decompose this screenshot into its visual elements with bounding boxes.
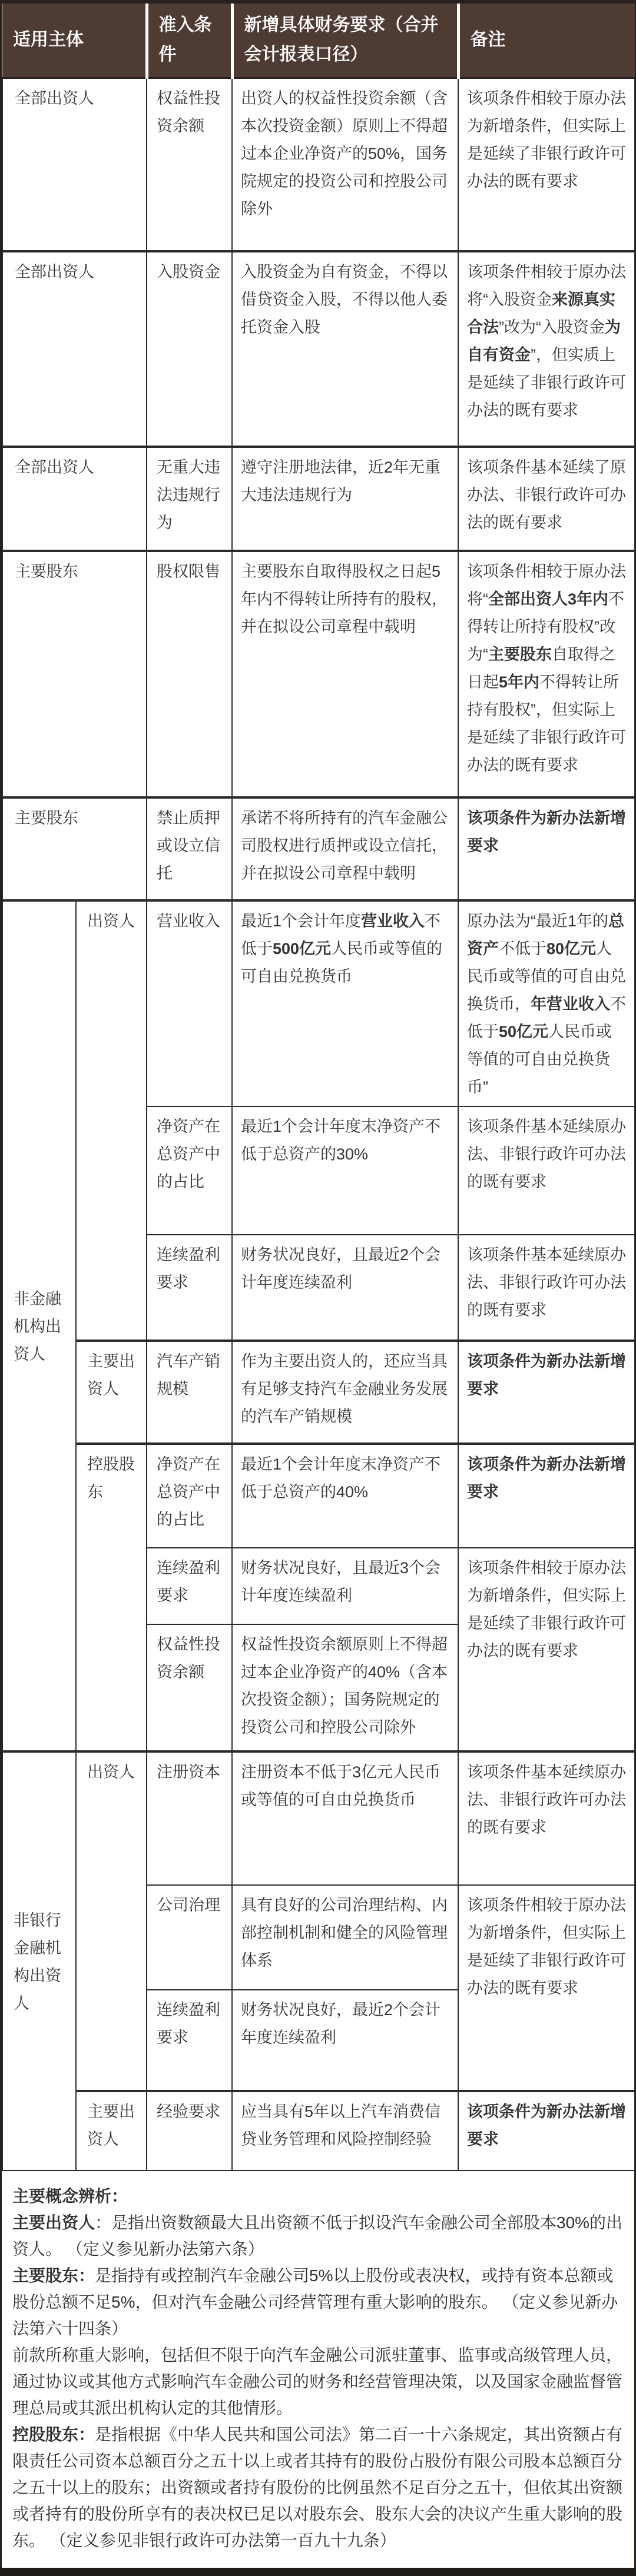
requirement-cell: 承诺不将所持有的汽车金融公司股权进行质押或设立信托，并在拟设公司章程中载明 [232,797,458,900]
condition-cell: 入股资金 [147,251,232,447]
remark-cell: 该项条件相较于原办法为新增条件，但实际上是延续了非银行政许可办法的既有要求 [458,1885,635,2091]
note-lead: 主要股东： [12,2266,95,2285]
remark-cell: 该项条件基本延续了原办法、非银行政许可办法的既有要求 [458,447,635,551]
condition-cell: 净资产在总资产中的占比 [147,1444,232,1548]
note-text: ：是指出资数额最大且出资额不低于拟设汽车金融公司全部股本30%的出资人。 （定义参见新办法第六条） [12,2213,623,2258]
header-cell-requirement: 新增具体财务要求（合并会计报表口径） [232,4,458,78]
remark-cell: 该项条件相较于原办法将“全部出资人3年内不得转让所持有股权”改为“主要股东自取得之日起5年内不得转让所持有股权”，但实际上是延续了非银行政许可办法的既有要求 [458,551,635,797]
note-item [12,2421,624,2554]
header-cell-remark: 备注 [458,4,635,78]
note-text: 是指根据《中华人民共和国公司法》第二百一十六条规定，其出资额占有限责任公司资本总额百分之五十以上或者其持有的股份占股份有限公司股本总额百分之五十以上的股东；出资额或者持有股份的比例虽然不足百分之五十，但依其出资额或者持有的股份所享有的表决权已足以对股东会、股东大会的决议产生重大影响的股东。 （定义参见非银行政许可办法第一百九十九条） [12,2425,623,2550]
inner-subject-cell: 出资人 [76,900,147,1341]
group-cell-nonbank-financial: 非银行金融机构出资人 [2,1751,76,2171]
requirement-cell: 最近1个会计年度末净资产不低于总资产的40% [232,1444,458,1548]
concept-notes-section [2,2171,634,2568]
header-cell-condition: 准入条件 [147,4,232,78]
table-row [2,797,635,900]
header-cell-subject: 适用主体 [2,4,147,78]
remark-cell: 该项条件相较于原办法为新增条件，但实际上是延续了非银行政许可办法的既有要求 [458,78,635,251]
subject-cell: 全部出资人 [2,78,147,251]
table-row [2,1751,635,1885]
header-row [2,4,635,78]
subject-cell: 主要股东 [2,551,147,797]
condition-cell: 净资产在总资产中的占比 [147,1106,232,1235]
inner-subject-cell: 主要出资人 [76,2091,147,2171]
requirement-cell: 权益性投资余额原则上不得超过本企业净资产的40%（含本次投资金额）；国务院规定的投资公司和控股公司除外 [232,1624,458,1751]
condition-cell: 公司治理 [147,1885,232,1990]
condition-cell: 经验要求 [147,2091,232,2171]
remark-cell: 该项条件基本延续原办法、非银行政许可办法的既有要求 [458,1751,635,1885]
remark-cell: 该项条件为新办法新增要求 [458,1341,635,1444]
condition-cell: 无重大违法违规行为 [147,447,232,551]
remark-cell: 原办法为“最近1年的总资产不低于80亿元人民币或等值的可自由兑换货币，年营业收入不低于50亿元人民币或等值的可自由兑换货币” [458,900,635,1106]
remark-cell: 该项条件基本延续原办法、非银行政许可办法的既有要求 [458,1106,635,1235]
note-item [12,2262,624,2342]
inner-subject-cell: 控股股东 [76,1444,147,1751]
remark-cell: 该项条件相较于原办法为新增条件，但实际上是延续了非银行政许可办法的既有要求 [458,1548,635,1751]
table-row [2,900,635,1106]
remark-cell: 该项条件为新办法新增要求 [458,2091,635,2171]
bottom-border-bar [0,2568,636,2576]
requirement-cell: 应当具有5年以上汽车消费信贷业务管理和风险控制经验 [232,2091,458,2171]
note-text: 是指持有或控制汽车金融公司5%以上股份或表决权，或持有资本总额或股份总额不足5%，但对汽车金融公司经营管理有重大影响的股东。 （定义参见新办法第六十四条） [12,2266,618,2338]
notes-title: 主要概念辨析： [12,2187,128,2205]
subject-cell: 全部出资人 [2,251,147,447]
condition-cell: 营业收入 [147,900,232,1106]
condition-cell: 注册资本 [147,1751,232,1885]
remark-cell: 该项条件为新办法新增要求 [458,1444,635,1548]
condition-cell: 权益性投资余额 [147,78,232,251]
note-lead: 控股股东： [12,2425,95,2444]
remark-cell: 该项条件为新办法新增要求 [458,797,635,900]
admission-conditions-table [2,4,635,2171]
requirement-cell: 遵守注册地法律，近2年无重大违法违规行为 [232,447,458,551]
requirement-cell: 财务状况良好，最近2个会计年度连续盈利 [232,1990,458,2091]
group-cell-nonfinancial: 非金融机构出资人 [2,900,76,1751]
table-row [2,551,635,797]
condition-cell: 汽车产销规模 [147,1341,232,1444]
subject-cell: 全部出资人 [2,447,147,551]
requirement-cell: 作为主要出资人的，还应当具有足够支持汽车金融业务发展的汽车产销规模 [232,1341,458,1444]
requirement-cell: 最近1个会计年度末净资产不低于总资产的30% [232,1106,458,1235]
condition-cell: 连续盈利要求 [147,1990,232,2091]
condition-cell: 禁止质押或设立信托 [147,797,232,900]
requirement-cell: 主要股东自取得股权之日起5年内不得转让所持有的股权，并在拟设公司章程中载明 [232,551,458,797]
requirement-cell: 具有良好的公司治理结构、内部控制机制和健全的风险管理体系 [232,1885,458,1990]
table-row [2,447,635,551]
table-row [2,2091,635,2171]
requirement-cell: 出资人的权益性投资余额（含本次投资金额）原则上不得超过本企业净资产的50%，国务院规定的投资公司和控股公司除外 [232,78,458,251]
requirement-cell: 最近1个会计年度营业收入不低于500亿元人民币或等值的可自由兑换货币 [232,900,458,1106]
inner-subject-cell: 出资人 [76,1751,147,2091]
note-text: 前款所称重大影响，包括但不限于向汽车金融公司派驻董事、监事或高级管理人员，通过协议或其他方式影响汽车金融公司的财务和经营管理决策，以及国家金融监督管理总局或其派出机构认定的其他情形。 [12,2346,623,2417]
table-row [2,1444,635,1548]
note-item [12,2209,624,2262]
remark-cell: 该项条件相较于原办法将“入股资金来源真实合法”改为“入股资金为自有资金”，但实质上是延续了非银行政许可办法的既有要求 [458,251,635,447]
condition-cell: 股权限售 [147,551,232,797]
table-row [2,251,635,447]
table-row [2,1341,635,1444]
table-row [2,78,635,251]
condition-cell: 权益性投资余额 [147,1624,232,1751]
requirement-cell: 财务状况良好，且最近2个会计年度连续盈利 [232,1235,458,1341]
remark-cell: 该项条件基本延续原办法、非银行政许可办法的既有要求 [458,1235,635,1341]
note-item [12,2342,624,2421]
requirement-cell: 财务状况良好，且最近3个会计年度连续盈利 [232,1548,458,1624]
condition-cell: 连续盈利要求 [147,1235,232,1341]
inner-subject-cell: 主要出资人 [76,1341,147,1444]
requirement-cell: 入股资金为自有资金，不得以借贷资金入股，不得以他人委托资金入股 [232,251,458,447]
requirement-cell: 注册资本不低于3亿元人民币或等值的可自由兑换货币 [232,1751,458,1885]
condition-cell: 连续盈利要求 [147,1548,232,1624]
note-lead: 主要出资人 [12,2213,95,2232]
subject-cell: 主要股东 [2,797,147,900]
